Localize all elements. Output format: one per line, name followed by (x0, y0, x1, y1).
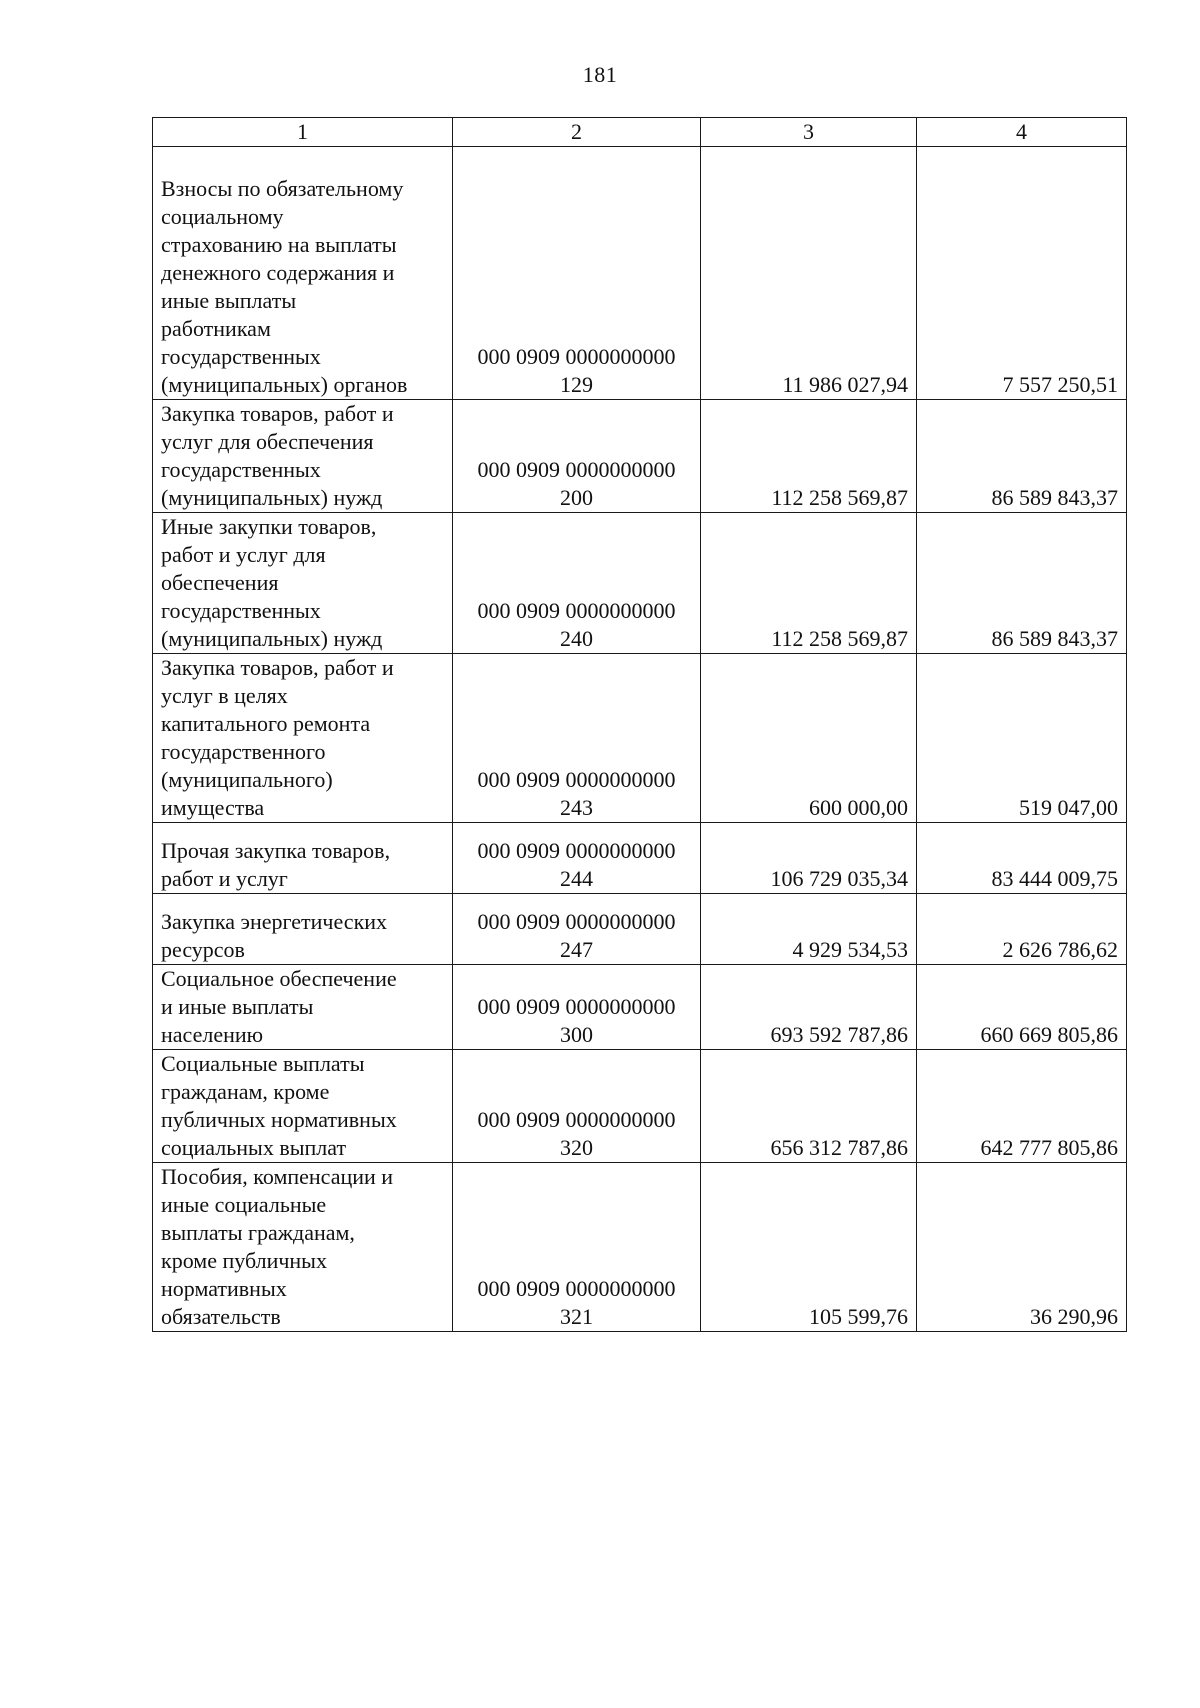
page-number: 181 (582, 62, 618, 87)
row-value-3: 656 312 787,86 (701, 1050, 917, 1163)
row-value-4: 642 777 805,86 (917, 1050, 1127, 1163)
row-value-3: 693 592 787,86 (701, 965, 917, 1050)
table-row (153, 1163, 1127, 1332)
row-name: Взносы по обязательному социальному страхованию на выплаты денежного содержания и иные выплаты работникам государственных (муниципальных) органов (153, 147, 453, 400)
row-value-4: 519 047,00 (917, 654, 1127, 823)
row-name: Пособия, компенсации и иные социальные выплаты гражданам, кроме публичных нормативных обязательств (153, 1163, 453, 1332)
table-row (153, 513, 1127, 654)
row-value-3: 105 599,76 (701, 1163, 917, 1332)
row-code: 000 0909 0000000000 243 (453, 654, 701, 823)
row-code: 000 0909 0000000000 129 (453, 147, 701, 400)
row-code: 000 0909 0000000000 321 (453, 1163, 701, 1332)
row-name: Социальные выплаты гражданам, кроме публичных нормативных социальных выплат (153, 1050, 453, 1163)
row-code: 000 0909 0000000000 247 (453, 894, 701, 965)
header-cell-1: 1 (153, 118, 453, 147)
table-row (153, 654, 1127, 823)
row-value-4: 86 589 843,37 (917, 400, 1127, 513)
row-name: Закупка товаров, работ и услуг для обеспечения государственных (муниципальных) нужд (153, 400, 453, 513)
row-value-3: 600 000,00 (701, 654, 917, 823)
row-value-4: 660 669 805,86 (917, 965, 1127, 1050)
row-value-3: 112 258 569,87 (701, 513, 917, 654)
row-code: 000 0909 0000000000 300 (453, 965, 701, 1050)
row-value-4: 83 444 009,75 (917, 823, 1127, 894)
row-code: 000 0909 0000000000 200 (453, 400, 701, 513)
row-value-4: 2 626 786,62 (917, 894, 1127, 965)
row-value-3: 106 729 035,34 (701, 823, 917, 894)
row-value-4: 86 589 843,37 (917, 513, 1127, 654)
row-name: Закупка товаров, работ и услуг в целях капитального ремонта государственного (муниципального) имущества (153, 654, 453, 823)
header-row (153, 118, 1127, 147)
row-name: Социальное обеспечение и иные выплаты населению (153, 965, 453, 1050)
row-name: Иные закупки товаров, работ и услуг для обеспечения государственных (муниципальных) нужд (153, 513, 453, 654)
table-row (153, 965, 1127, 1050)
row-value-4: 7 557 250,51 (917, 147, 1127, 400)
row-code: 000 0909 0000000000 320 (453, 1050, 701, 1163)
row-value-4: 36 290,96 (917, 1163, 1127, 1332)
budget-table (152, 117, 1127, 1332)
header-cell-2: 2 (453, 118, 701, 147)
table-row (153, 1050, 1127, 1163)
row-value-3: 4 929 534,53 (701, 894, 917, 965)
row-code: 000 0909 0000000000 244 (453, 823, 701, 894)
table-row (153, 400, 1127, 513)
row-name: Прочая закупка товаров, работ и услуг (153, 823, 453, 894)
row-value-3: 11 986 027,94 (701, 147, 917, 400)
header-cell-3: 3 (701, 118, 917, 147)
row-code: 000 0909 0000000000 240 (453, 513, 701, 654)
header-cell-4: 4 (917, 118, 1127, 147)
table-row (153, 147, 1127, 400)
row-value-3: 112 258 569,87 (701, 400, 917, 513)
table-row (153, 894, 1127, 965)
table-row (153, 823, 1127, 894)
row-name: Закупка энергетических ресурсов (153, 894, 453, 965)
